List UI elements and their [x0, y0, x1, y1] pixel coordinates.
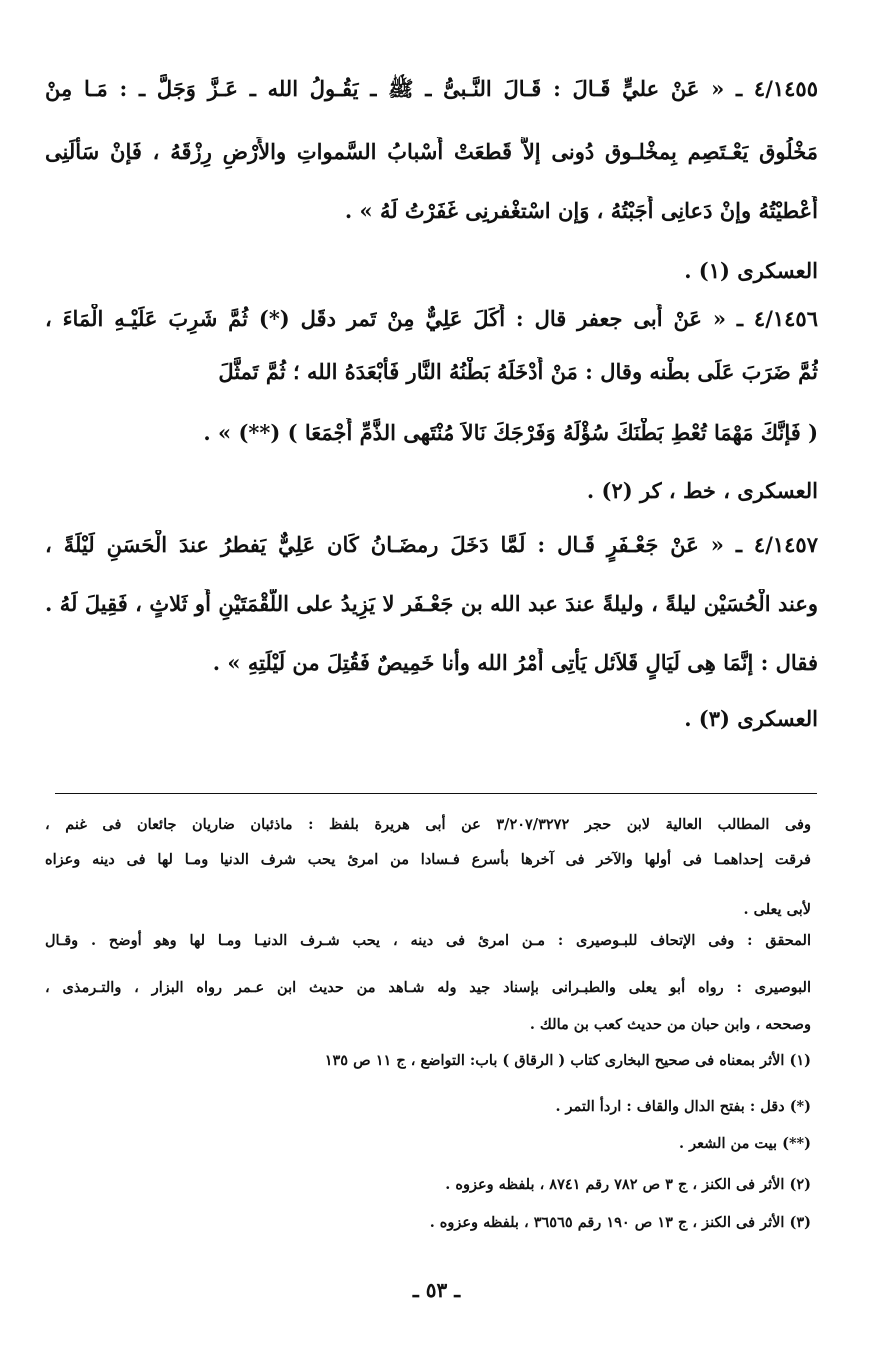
footnote-line-2: فرقت إحداهمـا فى أولها والآخر فى آخرها بأسرع فـسادا من امرئ يحب شرف الدنيا ومـا لها فى دينه وعزاه — [45, 851, 811, 868]
footnote-line-6: وصححه ، وابن حبان من حديث كعب بن مالك . — [529, 1016, 811, 1033]
footnote-line-1: وفى المطالب العالية لابن حجر ٣/٢٠٧/٣٢٧٢ عن أبى هريرة بلفظ : ماذئبان ضاريان جائعان فى غنم ، — [45, 816, 811, 833]
hadith-1455-line-2: مَخْلُوق يَعْـتَصِم بِمخْلـوق دُونى إلاَّ قَطعَتْ أَسْبابُ السَّمواتِ والأَرْضِ رِزْقَهُ ، فَإنْ سَأَلَنِى — [45, 139, 818, 164]
footnote-double-star: (**) بيت من الشعر . — [679, 1135, 811, 1152]
footnote-3: (٣) الأثر فى الكنز ، ج ١٣ ص ١٩٠ رقم ٣٦٥٦٥ ، بلفظه وعزوه . — [429, 1214, 811, 1231]
footnote-1: (١) الأثر بمعناه فى صحيح البخارى كتاب ( الرقاق ) باب: التواضع ، ج ١١ ص ١٣٥ — [324, 1052, 811, 1069]
footnote-line-3: لأبى يعلى . — [743, 901, 811, 918]
footnote-star: (*) دقل : بفتح الدال والقاف : اردأ التمر . — [555, 1098, 811, 1115]
footnote-line-4: المحقق : وفى الإتحاف للبـوصيرى : مـن امرئ فى دينه ، يحب شـرف الدنيـا ومـا لها وهو أوضح . وقـال — [45, 932, 811, 949]
hadith-1457-line-3: فقال : إنَّمَا هِى لَيَالٍ قَلاَئل يَأْتِى أَمْرُ الله وأنا خَمِيصٌ فَقُتِلَ من لَيْلَتِهِ » . — [212, 650, 818, 675]
hadith-1457-line-1: ٤/١٤٥٧ ـ « عَنْ جَعْـفَرٍ قَـال : لَمَّا دَخَلَ رمضَـانُ كَان عَلِيٌّ يَفطرُ عندَ الْحَسَنِ لَيْلَةً ، — [45, 532, 818, 557]
hadith-1455-line-1: ٤/١٤٥٥ ـ « عَنْ عليٍّ قَـالَ : قَـالَ النَّـبىُّ ـ ﷺ ـ يَقُـولُ الله ـ عَـزَّ وَجَلَّ ـ : مَـا مِنْ — [45, 76, 818, 101]
footnote-2: (٢) الأثر فى الكنز ، ج ٣ ص ٧٨٢ رقم ٨٧٤١ ، بلفظه وعزوه . — [445, 1176, 811, 1193]
hadith-1455-source: العسكرى (١) . — [684, 258, 818, 283]
hadith-1456-verse: ( فَإنَّكَ مَهْمَا تُعْطِ بَطْنَكَ سُؤْلَهُ وَفَرْجَكَ نَالاَ مُنْتَهى الذَّمِّ أَجْمَعَا ) (**) » . — [203, 420, 818, 445]
hadith-1457-source: العسكرى (٣) . — [684, 706, 818, 731]
hadith-1456-line-1: ٤/١٤٥٦ ـ « عَنْ أَبى جعفر قال : أَكَلَ عَلِيٌّ مِنْ تَمر دقَل (*) ثُمَّ شَرِبَ عَلَيْـهِ الْمَاءَ ، — [45, 306, 818, 331]
hadith-1457-line-2: وعند الْحُسَيْن ليلةً ، وليلةً عندَ عبد الله بن جَعْـفَر لا يَزِيدُ على اللُّقْمَتَيْنِ أَو ثَلاثٍ ، فَقِيلَ لَهُ . — [45, 591, 818, 616]
page-number: ـ ٥٣ ـ — [412, 1278, 461, 1302]
hadith-1456-line-2: ثُمَّ ضَرَبَ عَلَى بطْنه وقال : مَنْ أَدْخَلَهُ بَطْنُهُ النَّار فَأَبْعَدَهُ الله ؛ ثُمَّ تَمثَّلَ — [218, 359, 818, 384]
hadith-1455-line-3: أَعْطيْتُهُ وإنْ دَعانِى أَجَبْتُهُ ، وَإن اسْتغْفرنِى غَفَرْتُ لَهُ » . — [344, 198, 818, 223]
hadith-1456-source: العسكرى ، خط ، كر (٢) . — [586, 478, 818, 503]
footnote-separator — [55, 793, 817, 794]
footnote-line-5: البوصيرى : رواه أبو يعلى والطبـرانى بإسناد جيد وله شـاهد من حديث ابن عـمر رواه البزار ، والتـرمذى ، — [45, 979, 811, 996]
